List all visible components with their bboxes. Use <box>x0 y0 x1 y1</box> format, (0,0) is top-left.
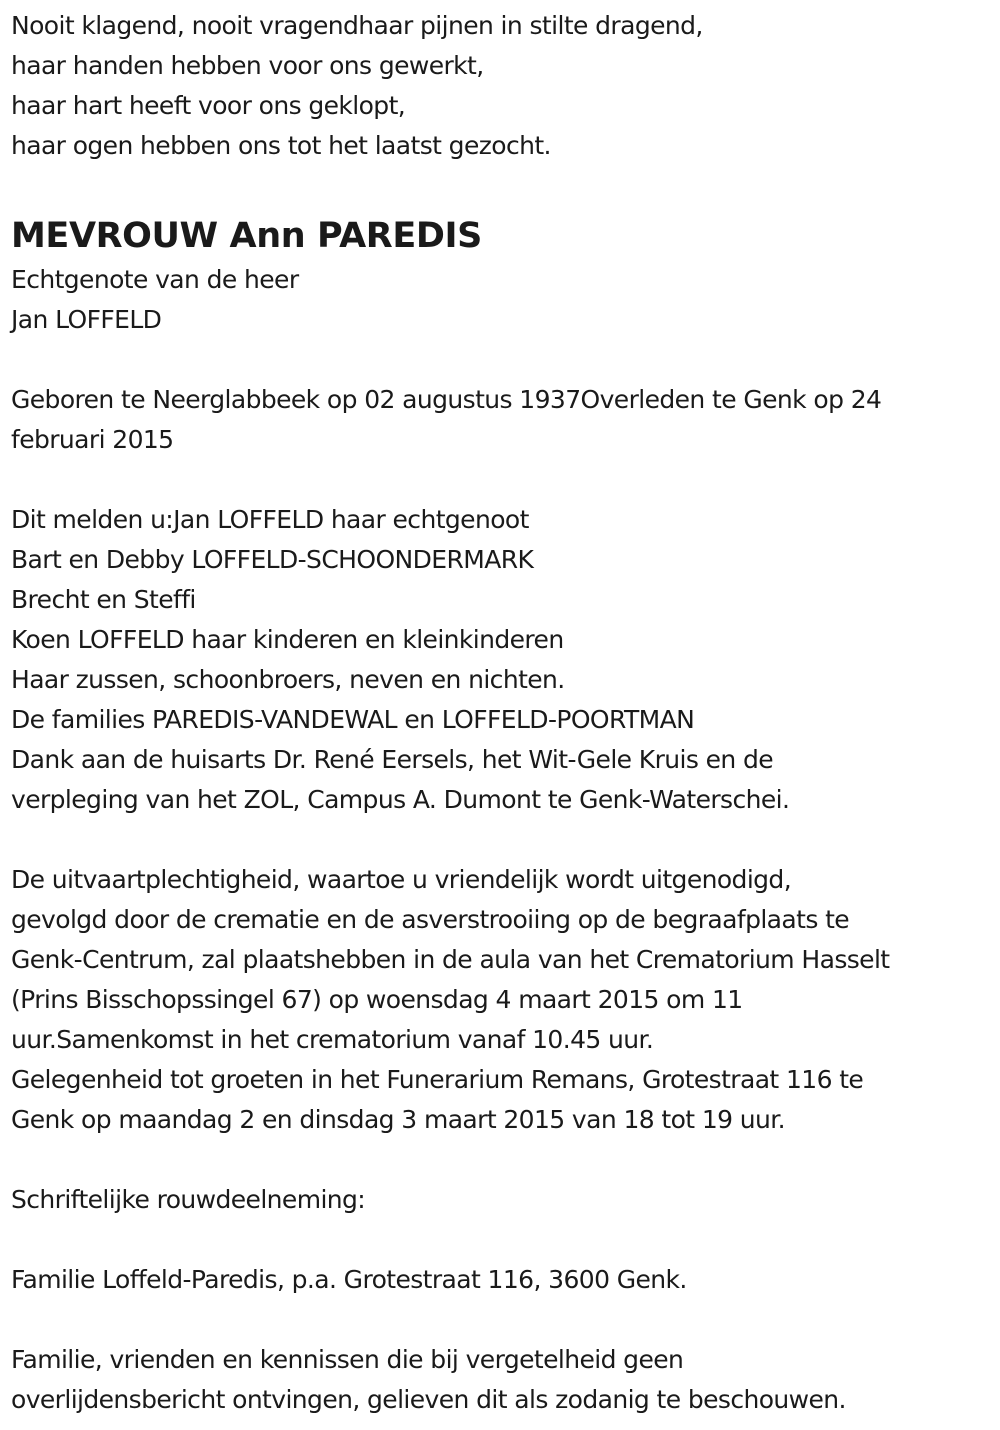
spacer <box>11 460 991 500</box>
ceremony-block <box>11 860 991 1140</box>
closing-line: overlijdensbericht ontvingen, gelieven dit als zodanig te beschouwen. <box>11 1385 846 1414</box>
poem-line: Nooit klagend, nooit vragendhaar pijnen in stilte dragend, <box>11 11 703 40</box>
spacer <box>11 340 991 380</box>
ceremony-line: Genk op maandag 2 en dinsdag 3 maart 2015 van 18 tot 19 uur. <box>11 1105 786 1134</box>
ceremony-line: uur.Samenkomst in het crematorium vanaf 10.45 uur. <box>11 1025 654 1054</box>
spouse-line: Echtgenote van de heer <box>11 265 299 294</box>
announcers-block <box>11 500 991 820</box>
announcer-line: verpleging van het ZOL, Campus A. Dumont te Genk-Waterschei. <box>11 785 790 814</box>
spacer <box>11 1300 991 1340</box>
announcer-line: Brecht en Steffi <box>11 585 196 614</box>
ceremony-line: gevolgd door de crematie en de asverstrooiing op de begraafplaats te <box>11 905 850 934</box>
poem <box>11 6 991 166</box>
condolence-label: Schriftelijke rouwdeelneming: <box>11 1185 366 1214</box>
announcer-line: De families PAREDIS-VANDEWAL en LOFFELD-POORTMAN <box>11 705 695 734</box>
condolence-address: Familie Loffeld-Paredis, p.a. Grotestraat 116, 3600 Genk. <box>11 1265 687 1294</box>
deceased-name: MEVROUW Ann PAREDIS <box>11 216 482 256</box>
poem-line: haar handen hebben voor ons gewerkt, <box>11 51 484 80</box>
spouse-block <box>11 260 991 340</box>
announcer-line: Dank aan de huisarts Dr. René Eersels, het Wit-Gele Kruis en de <box>11 745 774 774</box>
poem-line: haar hart heeft voor ons geklopt, <box>11 91 406 120</box>
birth-death-block <box>11 380 991 460</box>
closing-block <box>11 1340 991 1420</box>
ceremony-line: De uitvaartplechtigheid, waartoe u vriendelijk wordt uitgenodigd, <box>11 865 792 894</box>
spacer <box>11 166 991 206</box>
spacer <box>11 820 991 860</box>
ceremony-line: Gelegenheid tot groeten in het Funerarium Remans, Grotestraat 116 te <box>11 1065 864 1094</box>
poem-line: haar ogen hebben ons tot het laatst gezocht. <box>11 131 551 160</box>
obituary-document <box>11 6 991 1420</box>
announcer-line: Koen LOFFELD haar kinderen en kleinkinderen <box>11 625 564 654</box>
birth-death-line: februari 2015 <box>11 425 174 454</box>
announcer-line: Dit melden u:Jan LOFFELD haar echtgenoot <box>11 505 529 534</box>
spacer <box>11 1140 991 1180</box>
closing-line: Familie, vrienden en kennissen die bij vergetelheid geen <box>11 1345 684 1374</box>
spacer <box>11 1220 991 1260</box>
ceremony-line: (Prins Bisschopssingel 67) op woensdag 4 maart 2015 om 11 <box>11 985 743 1014</box>
spouse-line: Jan LOFFELD <box>11 305 162 334</box>
birth-death-line: Geboren te Neerglabbeek op 02 augustus 1937Overleden te Genk op 24 <box>11 385 882 414</box>
announcer-line: Bart en Debby LOFFELD-SCHOONDERMARK <box>11 545 534 574</box>
ceremony-line: Genk-Centrum, zal plaatshebben in de aula van het Crematorium Hasselt <box>11 945 890 974</box>
announcer-line: Haar zussen, schoonbroers, neven en nichten. <box>11 665 565 694</box>
